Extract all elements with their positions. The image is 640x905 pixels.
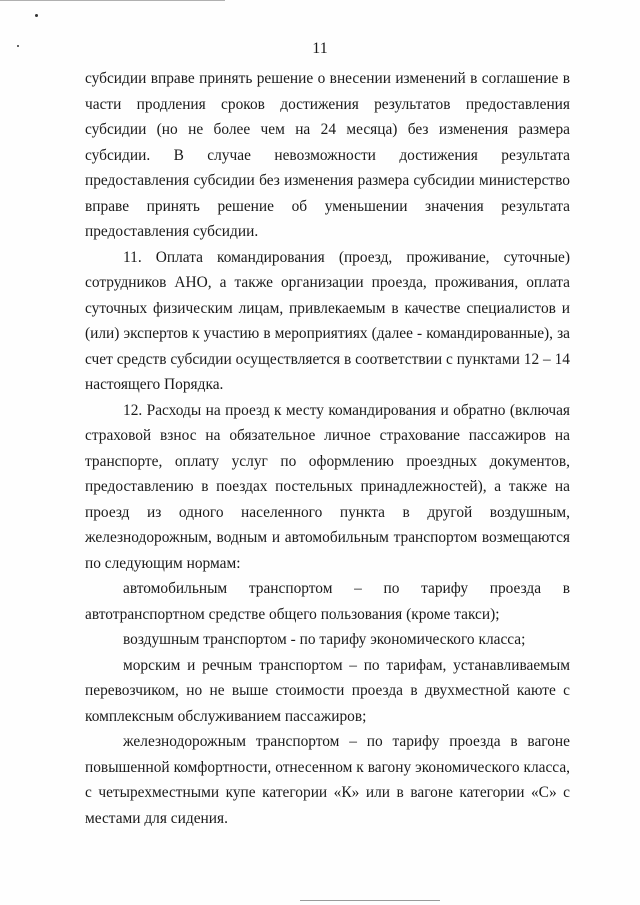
scan-speck [35,14,38,17]
paragraph-subsidy-amendment: субсидии вправе принять решение о внесении изменений в соглашение в части продления сроков достижения результатов предоставления субсидии (но не более чем на 24 месяца) без изменения размера субсидии. В случае невозможности достижения результата предоставления субсидии без изменения размера субсидии министерство вправе принять решение об уменьшении значения результата предоставления субсидии. [85,70,570,240]
paragraph-item-11: 11. Оплата командирования (проезд, проживание, суточные) сотрудников АНО, а также организации проезда, проживания, оплата суточных физическим лицам, привлекаемым в качестве специалистов и (или) экспертов к участию в мероприятиях (далее - командированные), за счет средств субсидии осуществляется в соответствии с пунктами 12 – 14 настоящего Порядка. [85,248,570,393]
document-body [85,66,570,831]
scan-edge-line [300,900,440,901]
paragraph-item-12: 12. Расходы на проезд к месту командирования и обратно (включая страховой взнос на обязательное личное страхование пассажиров на транспорте, оплату услуг по оформлению проездных документов, предоставлению в поездах постельных принадлежностей), а также на проезд из одного населенного пункта в другой воздушным, железнодорожным, водным и автомобильным транспортом возмещаются по следующим нормам: [85,401,570,572]
scan-edge-line [0,0,225,1]
paragraph-air-transport: воздушным транспортом - по тарифу экономического класса; [123,631,526,648]
paragraph-rail-transport: железнодорожным транспортом – по тарифу проезда в вагоне повышенной комфортности, отнесенном к вагону экономического класса, с четырехместными купе категории «К» или в вагоне категории «С» с местами для сидения. [85,733,570,827]
page-number: 11 [312,40,328,57]
paragraph-sea-river-transport: морским и речным транспортом – по тарифам, устанавливаемым перевозчиком, но не выше стоимости проезда в двухместной каюте с комплексным обслуживанием пассажиров; [85,656,570,725]
paragraph-road-transport: автомобильным транспортом – по тарифу проезда в автотранспортном средстве общего пользования (кроме такси); [85,580,570,623]
